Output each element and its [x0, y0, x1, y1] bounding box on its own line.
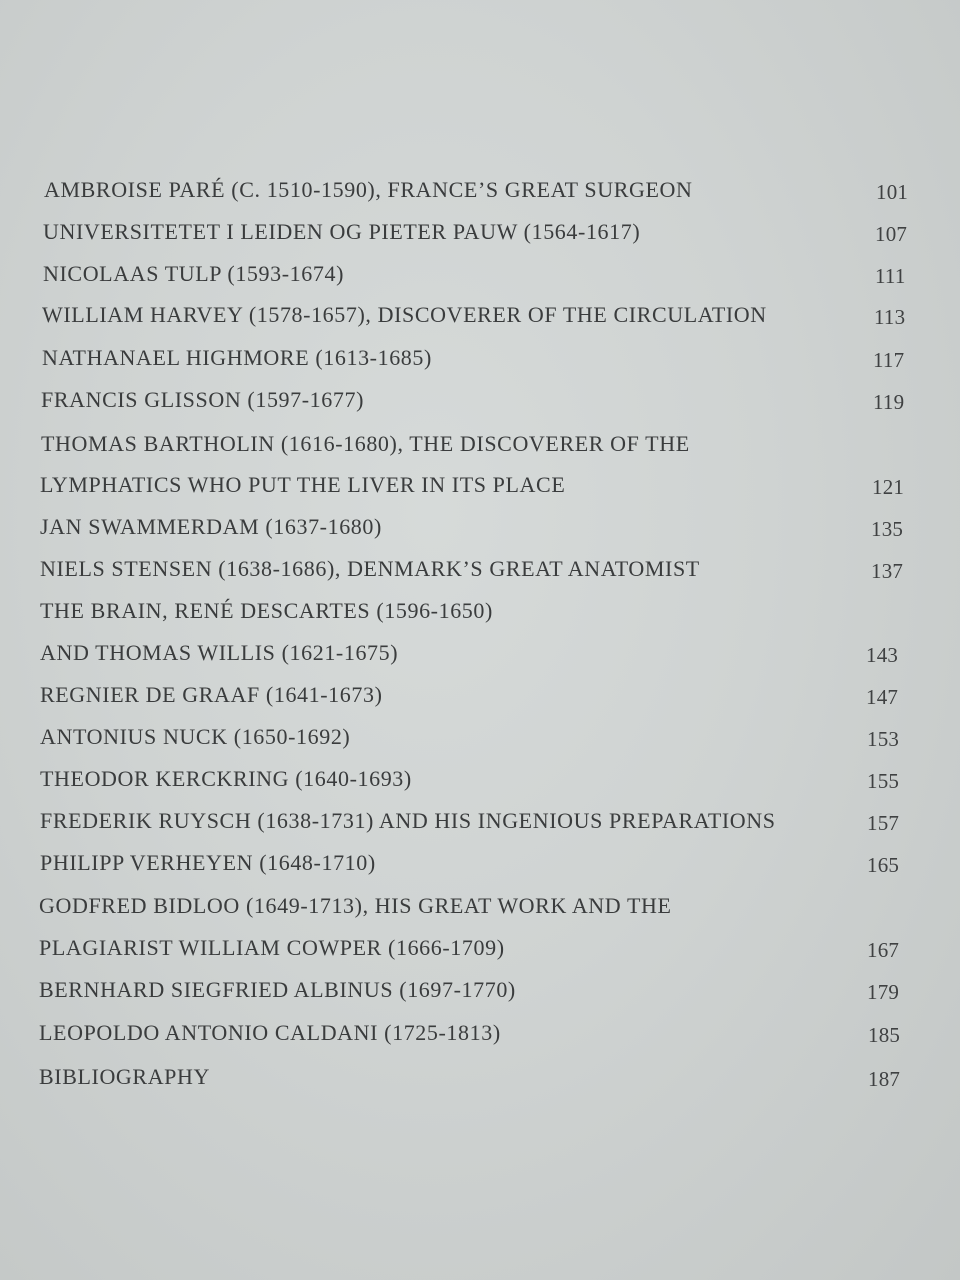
- toc-entry: [0, 1013, 960, 1053]
- toc-entry-page: 137: [871, 559, 904, 583]
- toc-entry: [0, 338, 960, 378]
- toc-entry: [0, 212, 960, 252]
- toc-entry-title: NIELS STENSEN (1638-1686), DENMARK’S GREAT ANATOMIST: [40, 556, 700, 581]
- toc-entry: [0, 424, 960, 464]
- toc-entry-title: BERNHARD SIEGFRIED ALBINUS (1697-1770): [39, 977, 516, 1002]
- toc-entry: [0, 254, 960, 294]
- toc-entry-page: 143: [866, 643, 899, 667]
- toc-entry-page: 111: [875, 264, 906, 288]
- toc-entry-title: FREDERIK RUYSCH (1638-1731) AND HIS INGENIOUS PREPARATIONS: [40, 808, 776, 833]
- toc-entry: [0, 380, 960, 420]
- toc-entry: [0, 717, 960, 757]
- toc-entry-page: 153: [867, 727, 900, 751]
- toc-entry-title: NICOLAAS TULP (1593-1674): [43, 261, 344, 286]
- toc-entry: [0, 633, 960, 673]
- toc-entry: [0, 886, 960, 926]
- toc-entry: [0, 549, 960, 589]
- toc-entry-title: FRANCIS GLISSON (1597-1677): [41, 387, 364, 412]
- toc-entry-title: THEODOR KERCKRING (1640-1693): [40, 766, 412, 791]
- toc-entry-page: 165: [867, 853, 900, 877]
- toc-entry-page: 101: [876, 180, 909, 204]
- toc-entry: [0, 465, 960, 505]
- toc-entry-title: AMBROISE PARÉ (C. 1510-1590), FRANCE’S GREAT SURGEON: [44, 177, 693, 202]
- toc-entry-page: 179: [867, 980, 900, 1004]
- toc-entry-page: 135: [871, 517, 904, 541]
- toc-entry-page: 157: [867, 811, 900, 835]
- toc-entry-title: PLAGIARIST WILLIAM COWPER (1666-1709): [39, 935, 505, 960]
- toc-entry-title: THE BRAIN, RENÉ DESCARTES (1596-1650): [40, 598, 493, 623]
- toc-entry-title: WILLIAM HARVEY (1578-1657), DISCOVERER OF THE CIRCULATION: [42, 302, 767, 327]
- toc-entry: [0, 295, 960, 335]
- toc-entry: [0, 1057, 960, 1097]
- toc-entry-title: PHILIPP VERHEYEN (1648-1710): [40, 850, 376, 875]
- toc-entry-title: LYMPHATICS WHO PUT THE LIVER IN ITS PLACE: [40, 472, 566, 497]
- toc-entry-page: 155: [867, 769, 900, 793]
- toc-entry: [0, 970, 960, 1010]
- toc-entry: [0, 843, 960, 883]
- toc-entry-title: UNIVERSITETET I LEIDEN OG PIETER PAUW (1564-1617): [43, 219, 641, 244]
- toc-entry: [0, 675, 960, 715]
- toc-entry-title: GODFRED BIDLOO (1649-1713), HIS GREAT WORK AND THE: [39, 893, 672, 918]
- toc-entry-title: THOMAS BARTHOLIN (1616-1680), THE DISCOVERER OF THE: [41, 431, 690, 456]
- toc-entry: [0, 170, 960, 210]
- toc-entry-page: 113: [874, 305, 906, 329]
- toc-entry: [0, 591, 960, 631]
- toc-entry-title: NATHANAEL HIGHMORE (1613-1685): [42, 345, 432, 370]
- toc-entry: [0, 928, 960, 968]
- toc-entry-page: 121: [872, 475, 905, 499]
- toc-entry: [0, 759, 960, 799]
- toc-entry-page: 167: [867, 938, 900, 962]
- toc-entry-page: 147: [866, 685, 899, 709]
- toc-entry-title: REGNIER DE GRAAF (1641-1673): [40, 682, 383, 707]
- toc-entry-title: AND THOMAS WILLIS (1621-1675): [40, 640, 399, 665]
- toc-entry-page: 187: [868, 1067, 901, 1091]
- toc-entry-title: JAN SWAMMERDAM (1637-1680): [40, 514, 382, 539]
- toc-entry-page: 119: [873, 390, 905, 414]
- toc-entry-page: 117: [873, 348, 905, 372]
- toc-entry-title: BIBLIOGRAPHY: [39, 1064, 210, 1089]
- toc-entry-page: 185: [868, 1023, 901, 1047]
- toc-entry: [0, 801, 960, 841]
- toc-entry-title: LEOPOLDO ANTONIO CALDANI (1725-1813): [39, 1020, 501, 1045]
- toc-entry: [0, 507, 960, 547]
- toc-entry-page: 107: [875, 222, 908, 246]
- toc-entry-title: ANTONIUS NUCK (1650-1692): [40, 724, 351, 749]
